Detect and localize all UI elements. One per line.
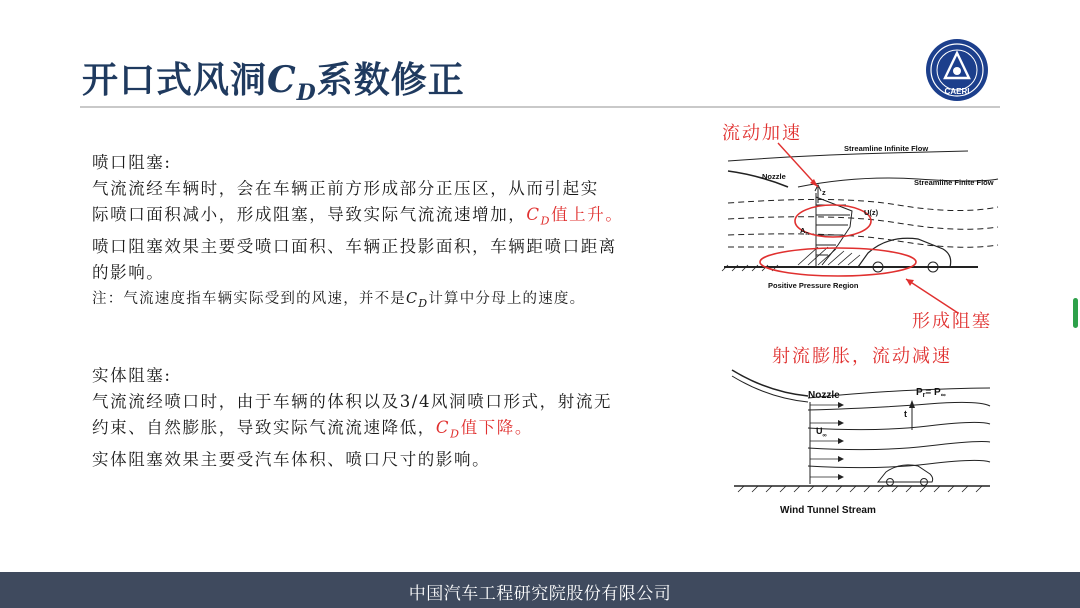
car-outline <box>858 238 951 267</box>
label-nozzle: Nozzle <box>808 390 840 401</box>
solid-blockage-figure <box>728 362 998 522</box>
nozzle-blockage-heading: 喷口阻塞: <box>92 153 172 172</box>
label-nozzle: Nozzle <box>762 172 786 181</box>
label-flow-acceleration: 流动加速 <box>722 123 802 144</box>
label-velocity-profile: U(z) <box>864 208 879 217</box>
solid-blockage-heading: 实体阻塞: <box>92 366 172 385</box>
solid-blockage-line: 气流流经喷口时，由于车辆的体积以及3/4风洞喷口形式，射流无 <box>92 392 613 411</box>
nozzle-blockage-line: 喷口阻塞效果主要受喷口面积、车辆正投影面积，车辆距喷口距离 <box>92 237 617 257</box>
page-title <box>82 52 465 106</box>
solid-blockage-line: 约束、自然膨胀，导致实际气流流速降低，$C_D$值下降。 <box>92 418 533 441</box>
nozzle-blockage-line: 的影响。 <box>92 263 165 283</box>
title-prefix: 开口式风洞 <box>82 60 268 101</box>
scrollbar-thumb[interactable] <box>1073 298 1078 328</box>
label-streamline-finite: Streamline Finite Flow <box>914 178 994 187</box>
label-t: t <box>904 409 907 419</box>
cd-rise-text: $C_D$值上升。 <box>526 205 624 228</box>
label-z-axis: z <box>822 188 826 197</box>
label-streamline-infinite: Streamline Infinite Flow <box>844 144 929 153</box>
note-text: 注：气流速度指车辆实际受到的风速，并不是$C_D$计算中分母上的速度。 <box>92 291 586 310</box>
highlight-positive-pressure-ellipse <box>760 248 916 276</box>
footer-bar <box>0 572 1080 608</box>
nozzle-blockage-line: 气流流经车辆时，会在车辆正前方形成部分正压区，从而引起实 <box>92 179 599 198</box>
label-freestream-velocity: $U_\infty$ <box>816 426 827 439</box>
label-nozzle-area: $A_n$ <box>800 226 809 237</box>
footer-company-name: 中国汽车工程研究院股份有限公司 <box>408 584 672 604</box>
label-jet-expansion: 射流膨胀，流动减速 <box>772 346 952 367</box>
solid-blockage-line: 实体阻塞效果主要受汽车体积、喷口尺寸的影响。 <box>92 450 491 470</box>
title-divider <box>80 106 1000 108</box>
nozzle-blockage-section <box>92 150 623 286</box>
label-pressure-equality: $P_r= P_\infty$ <box>916 387 946 399</box>
caeri-logo <box>925 38 989 102</box>
title-suffix: 系数修正 <box>316 60 465 101</box>
label-blockage-formation: 形成阻塞 <box>912 311 992 332</box>
solid-blockage-section <box>92 363 612 473</box>
nozzle-blockage-line: 际喷口面积减小，形成阻塞，导致实际气流流速增加，$C_D$值上升。 <box>92 205 624 228</box>
logo-text: CAERI <box>944 87 970 96</box>
cd-drop-text: $C_D$值下降。 <box>435 418 533 441</box>
nozzle-blockage-figure <box>718 135 1008 335</box>
label-positive-pressure-region: Positive Pressure Region <box>768 281 859 290</box>
figure-caption: Wind Tunnel Stream <box>780 505 876 516</box>
title-cd-symbol: $C_D$ <box>267 59 317 107</box>
